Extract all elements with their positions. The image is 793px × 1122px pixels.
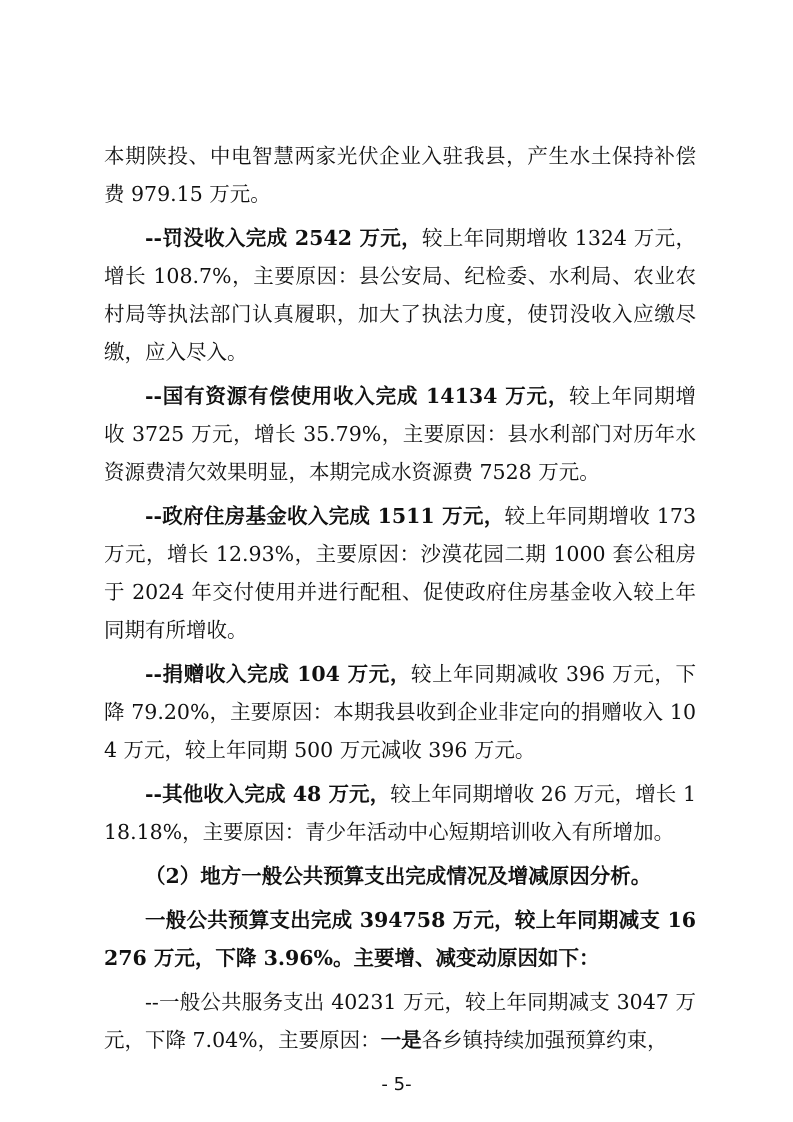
section-heading: （2）地方一般公共预算支出完成情况及增减原因分析。	[145, 864, 652, 888]
paragraph-other-income	[104, 775, 696, 851]
paragraph-emphasis: 一是	[380, 1028, 422, 1052]
paragraph-text-tail: 各乡镇持续加强预算约束，	[421, 1028, 668, 1052]
paragraph-heading: --罚没收入完成 2542 万元，	[145, 226, 422, 250]
paragraph-text: --一般公共服务支出 40231 万元，较上年同期减支 3047 万元，下降 7.04%，主要原因：	[104, 990, 696, 1052]
paragraph-housing-fund-income	[104, 497, 696, 649]
paragraph-fines-income	[104, 219, 696, 371]
paragraph-text: 较上年同期增收 173 万元，增长 12.93%，主要原因：沙漠花园二期 1000 套公租房于 2024 年交付使用并进行配租、促使政府住房基金收入较上年同期有所增收。	[104, 504, 696, 642]
paragraph-text: 较上年同期增收 1324 万元，增长 108.7%，主要原因：县公安局、纪检委、水利局、农业农村局等执法部门认真履职，加大了执法力度，使罚没收入应缴尽缴，应入尽入。	[104, 226, 696, 364]
paragraph-water-soil-fee	[104, 137, 696, 213]
page-number: - 5-	[381, 1074, 412, 1095]
paragraph-donation-income	[104, 655, 696, 769]
paragraph-state-resources-income	[104, 377, 696, 491]
paragraph-general-services-expenditure	[104, 983, 696, 1059]
paragraph-text: 较上年同期增收 26 万元，增长 118.18%，主要原因：青少年活动中心短期培训收入有所增加。	[104, 782, 696, 844]
paragraph-heading: --捐赠收入完成 104 万元，	[145, 662, 411, 686]
paragraph-heading: --其他收入完成 48 万元，	[145, 782, 391, 806]
section-heading-expenditure	[104, 857, 696, 895]
document-body	[104, 137, 696, 1065]
paragraph-expenditure-summary	[104, 901, 696, 977]
paragraph-heading: --国有资源有偿使用收入完成 14134 万元，	[145, 384, 570, 408]
paragraph-text: 本期陕投、中电智慧两家光伏企业入驻我县，产生水土保持补偿费 979.15 万元。	[104, 144, 696, 206]
summary-text: 一般公共预算支出完成 394758 万元，较上年同期减支 16276 万元，下降 3.96%。主要增、减变动原因如下：	[104, 908, 696, 970]
paragraph-heading: --政府住房基金收入完成 1511 万元，	[145, 504, 505, 528]
paragraph-text: 较上年同期增收 3725 万元，增长 35.79%，主要原因：县水利部门对历年水资源费清欠效果明显，本期完成水资源费 7528 万元。	[104, 384, 697, 484]
paragraph-text: 较上年同期减收 396 万元，下降 79.20%，主要原因：本期我县收到企业非定向的捐赠收入 104 万元，较上年同期 500 万元减收 396 万元。	[104, 662, 696, 762]
